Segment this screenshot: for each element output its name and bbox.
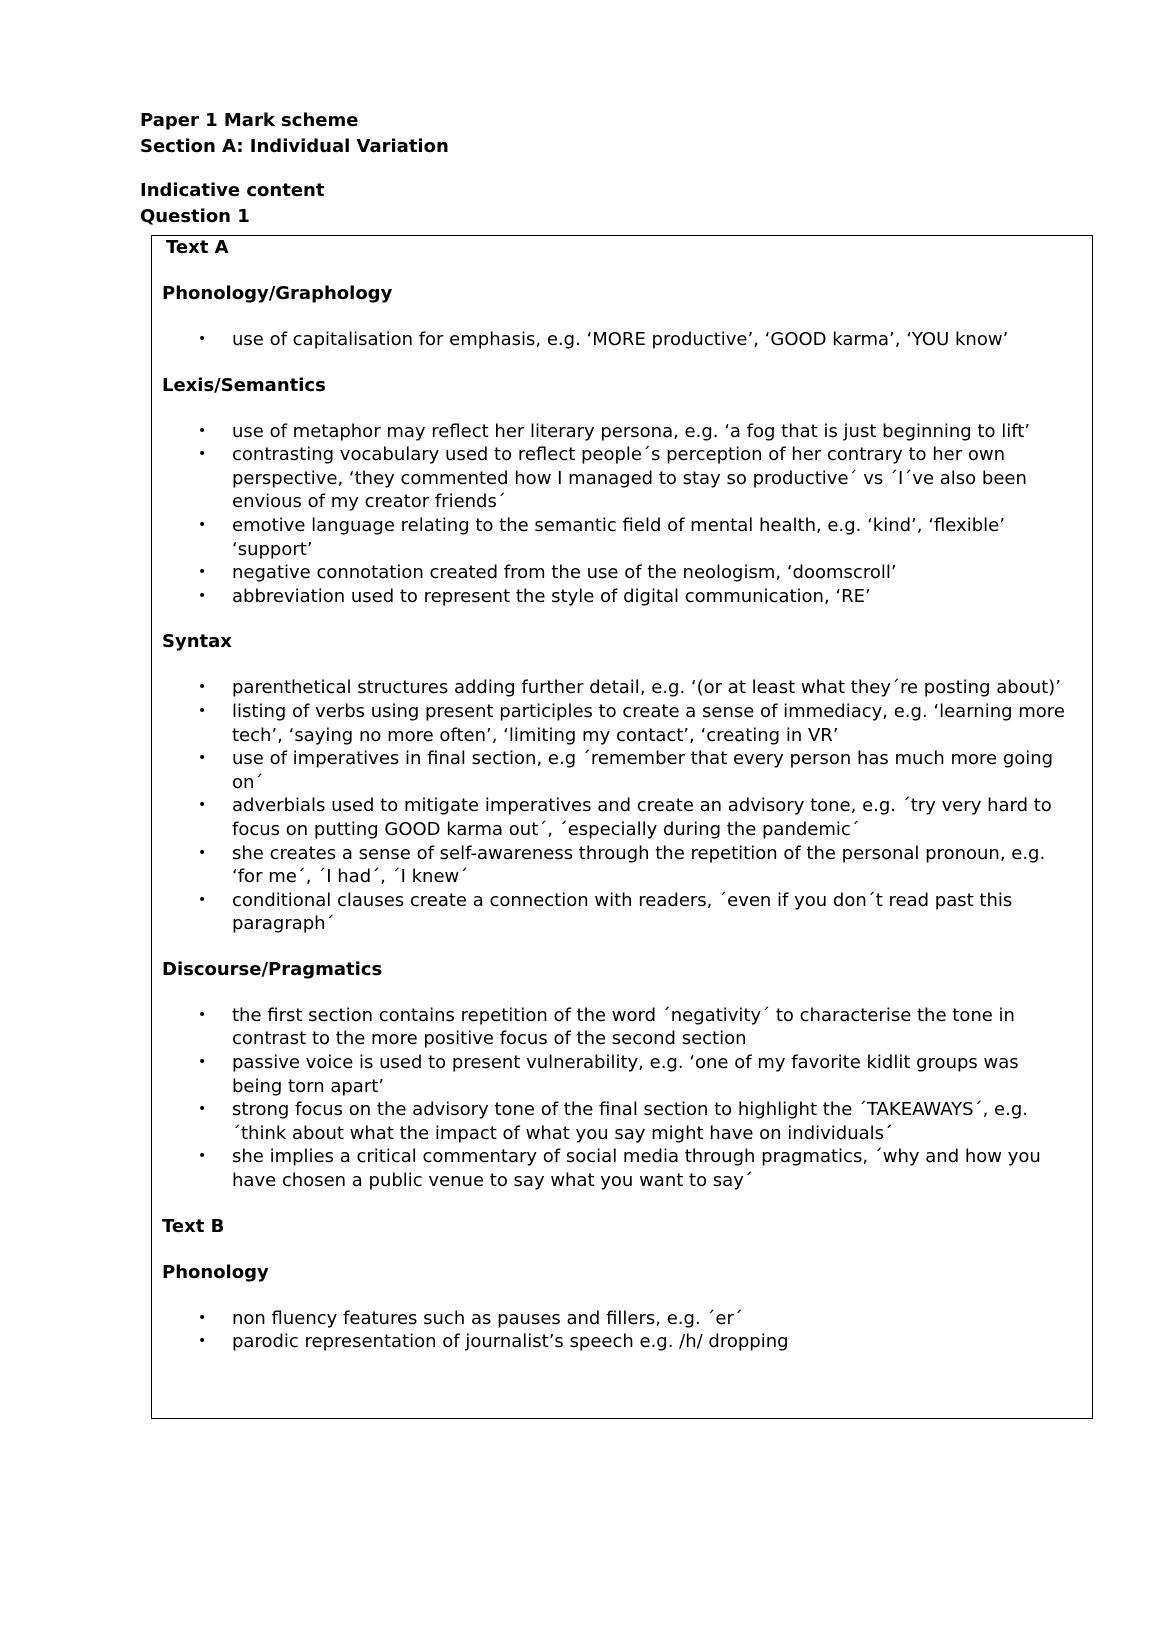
bullet-icon: • [198,331,207,347]
bullet-list [162,1307,1092,1354]
list-item [162,842,1092,889]
section-heading: Syntax [162,631,232,653]
bullet-list [162,420,1092,609]
list-item-text: negative connotation created from the use of the neologism, ‘doomscroll’ [232,562,897,584]
list-item [162,420,1092,444]
list-item [162,889,1092,936]
list-item-text: non fluency features such as pauses and fillers, e.g. ´er´ [232,1307,743,1329]
list-item [162,747,1092,794]
list-item-text: passive voice is used to present vulnerability, e.g. ‘one of my favorite kidlit groups was being torn apart’ [232,1052,1019,1097]
list-item [162,676,1092,700]
section-heading: Phonology [162,1261,269,1283]
bullet-icon: • [198,797,207,814]
list-item [162,794,1092,841]
bullet-list [162,328,1092,352]
sections-container [162,282,1092,1354]
list-item [162,561,1092,585]
list-item [162,328,1092,352]
list-item [162,585,1092,609]
bullet-icon: • [198,750,207,767]
bullet-list [162,676,1092,936]
list-item-text: strong focus on the advisory tone of the final section to highlight the ´TAKEAWAYS´, e.g. ´think about what the impact of what you say might have on individuals´ [232,1099,1028,1144]
box-title: Text A [166,237,229,258]
bullet-icon: • [198,891,207,908]
list-item-text: use of capitalisation for emphasis, e.g. ‘MORE productive’, ‘GOOD karma’, ‘YOU know’ [232,329,1009,350]
list-item [162,514,1092,561]
section-title: Section A: Individual Variation [140,136,449,157]
bullet-list [162,1004,1092,1193]
list-item [162,1145,1092,1192]
list-item-text: abbreviation used to represent the style of digital communication, ‘RE’ [232,585,871,607]
bullet-icon: • [198,1006,207,1023]
list-item [162,1004,1092,1051]
list-item-text: she creates a sense of self-awareness through the repetition of the personal pronoun, e.g. ‘for me´, ´I had´, ´I knew´ [232,842,1046,888]
bullet-icon: • [198,702,207,719]
list-item [162,443,1092,514]
list-item [162,1307,1092,1331]
list-item-text: she implies a critical commentary of social media through pragmatics, ´why and how you have chosen a public venue to say what you want to say´ [232,1146,1041,1192]
bullet-icon: • [198,1148,207,1165]
bullet-icon: • [198,564,207,581]
list-item [162,1330,1092,1354]
list-item-text: parodic representation of journalist’s speech e.g. /h/ dropping [232,1331,789,1353]
bullet-icon: • [198,1309,207,1326]
bullet-icon: • [198,422,207,439]
list-item [162,1051,1092,1098]
list-item-text: use of imperatives in final section, e.g ´remember that every person has much more going on´ [232,748,1054,793]
question-label: Question 1 [140,206,250,227]
bullet-icon: • [198,844,207,861]
list-item-text: the first section contains repetition of the word ´negativity´ to characterise the tone in contrast to the more positive focus of the second section [232,1004,1015,1050]
header-spacer [140,160,449,178]
list-item-text: listing of verbs using present participles to create a sense of immediacy, e.g. ‘learning more tech’, ‘saying no more often’, ‘limiting my contact’, ‘creating in VR’ [232,700,1065,746]
mark-scheme-box [151,235,1093,1419]
list-item [162,700,1092,747]
bullet-icon: • [198,587,207,604]
bullet-icon: • [198,1333,207,1350]
paper-title: Paper 1 Mark scheme [140,110,359,131]
list-item-text: adverbials used to mitigate imperatives and create an advisory tone, e.g. ´try very hard to focus on putting GOOD karma out´, ´especially during the pandemic´ [232,795,1052,840]
bullet-icon: • [198,1054,207,1071]
list-item [162,1098,1092,1145]
section-heading: Phonology/Graphology [162,283,393,304]
list-item-text: emotive language relating to the semantic field of mental health, e.g. ‘kind’, ‘flexible’ ‘support’ [232,514,1005,560]
document-header [140,108,449,230]
bullet-icon: • [198,1101,207,1118]
list-item-text: conditional clauses create a connection with readers, ´even if you don´t read past this paragraph´ [232,889,1013,935]
bullet-icon: • [198,679,207,696]
list-item-text: parenthetical structures adding further detail, e.g. ‘(or at least what they´re posting about)’ [232,677,1061,699]
bullet-icon: • [198,516,207,533]
list-item-text: use of metaphor may reflect her literary persona, e.g. ‘a fog that is just beginning to lift’ [232,420,1031,442]
section-heading: Text B [162,1215,225,1237]
list-item-text: contrasting vocabulary used to reflect people´s perception of her contrary to her own perspective, ‘they commented how I managed to stay so productive´ vs ´I´ve also been envious of my creator friends´ [232,444,1027,513]
section-heading: Discourse/Pragmatics [162,958,383,980]
section-heading: Lexis/Semantics [162,374,326,396]
bullet-icon: • [198,446,207,463]
indicative-content-label: Indicative content [140,180,325,201]
